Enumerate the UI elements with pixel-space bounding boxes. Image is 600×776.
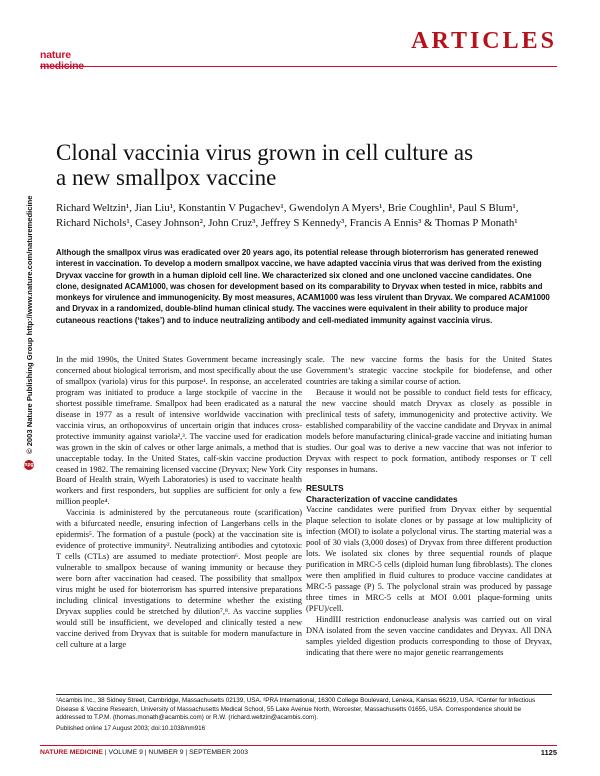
body-paragraph: Because it would not be possible to conduct field tests for efficacy, the new vaccine should match Dryvax as closely as possible in preclinical tests of safety, immunogenicity and protective activity. We established comparability of the vaccine candidate and Dryvax in animal models before manufacturing clinical-grade vaccine and initiating human studies. Our goal was to derive a new vaccine that was not inferior to Dryvax with respect to pock formation, antibody responses or T cell responses in humans. bbox=[306, 387, 552, 474]
results-subheading: Characterization of vaccine candidates bbox=[306, 495, 458, 505]
body-column-right bbox=[306, 355, 552, 659]
publication-info: Published online 17 August 2003; doi:10.1038/nm916 bbox=[56, 725, 206, 732]
journal-citation bbox=[40, 749, 248, 756]
logo-line-medicine: medicine bbox=[40, 60, 84, 72]
logo-line-nature: nature bbox=[40, 49, 71, 61]
header-rule bbox=[40, 66, 557, 67]
body-paragraph: scale. The new vaccine forms the basis for the United States Government’s strategic vaccine stockpile for biodefense, and other countries are taking a similar course of action. bbox=[306, 355, 552, 386]
npg-logo-icon: npg bbox=[24, 462, 34, 468]
results-heading: RESULTS bbox=[306, 484, 344, 494]
section-title: ARTICLES bbox=[411, 28, 557, 54]
footer-separator: | bbox=[144, 749, 147, 756]
body-paragraph: In the mid 1990s, the United States Government became increasingly concerned about biological terrorism, and most specifically about the use of smallpox (variola) virus for this purpose¹. In response, an accelerated program was initiated to produce a large stockpile of vaccine in the shortest possible timeframe. Smallpox had been eradicated as a natural disease in 1977 as a result of intensive worldwide vaccination with vaccinia virus, an orthopoxvirus of uncertain origin that induces cross-protective immunity against variola²,³. The vaccine used for eradication was grown in the skin of calves or other large animals, a method that is unacceptable today. In the United States, calf-skin vaccine production ceased in 1982. The remaining licensed vaccine (Dryvax; New York City Board of Health strain, Wyeth Laboratories) is used to vaccinate health workers and first responders, but supplies are sufficient for only a few million people⁴. bbox=[56, 355, 302, 507]
footer-rule bbox=[40, 745, 557, 746]
journal-volume: VOLUME 9 bbox=[108, 749, 143, 756]
page-number: 1125 bbox=[540, 748, 557, 757]
body-column-left bbox=[56, 355, 302, 651]
abstract: Although the smallpox virus was eradicated over 20 years ago, its potential release through bioterrorism has generated renewed interest in vaccination. To develop a modern smallpox vaccine, we have adapted vaccinia virus that was derived from the existing Dryvax vaccine for growth in a human diploid cell line. We characterized six cloned and one uncloned vaccine candidates. One clone, designated ACAM1000, was chosen for development based on its comparability to Dryvax when tested in mice, rabbits and monkeys for virulence and immunogenicity. By most measures, ACAM1000 was less virulent than Dryvax. We compared ACAM1000 and Dryvax in a randomized, double-blind human clinical study. The vaccines were equivalent in their ability to produce major cutaneous reactions (‘takes’) and to induce neutralizing antibody and cell-mediated immunity against vaccinia virus. bbox=[56, 248, 550, 325]
sidebar-copyright bbox=[24, 196, 34, 470]
body-paragraph: Vaccinia is administered by the percutaneous route (scarification) with a bifurcated needle, ensuring infection of Langerhans cells in the epidermis⁵. The formation of a pustule (pock) at the vaccination site is evidence of protective immunity². Neutralizing antibodies and cytotoxic T cells (CTLs) are assumed to mediate protection⁶. Most people are vulnerable to smallpox because of waning immunity or because they were born after vaccination had ceased. The possibility that smallpox virus might be used for bioterrorism has spurred intensive preparations including clinical investigations to determine whether the existing Dryvax supplies could be stretched by dilution⁷,⁸. As vaccine supplies would still be insufficient, we developed and clinically tested a new vaccine derived from Dryvax that is suitable for modern manufacture in cell culture at a large bbox=[56, 508, 302, 649]
journal-date: SEPTEMBER 2003 bbox=[189, 749, 249, 756]
footer-separator: | bbox=[104, 749, 107, 756]
footnote-rule bbox=[56, 694, 552, 695]
author-list: Richard Weltzin¹, Jian Liu¹, Konstantin V Pugachev¹, Gwendolyn A Myers¹, Brie Coughlin¹, Paul S Blum¹, Richard Nichols¹, Casey Johnson², John Cruz³, Jeffrey S Kennedy³, Francis A Ennis³ & Thomas P Monath¹ bbox=[56, 202, 519, 229]
affiliations: ¹Acambis Inc., 38 Sidney Street, Cambridge, Massachusetts 02139, USA. ²PRA International, 16300 College Boulevard, Lenexa, Kansas 66219, USA. ³Center for Infectious Disease & Vaccine Research, University of Massachusetts Medical School, 55 Lake Avenue North, Worcester, Massachusetts 01655, USA. Correspondence should be addressed to T.P.M. (thomas.monath@acambis.com) or R.W. (richard.weltzin@acambis.com). bbox=[56, 697, 536, 722]
article-title: Clonal vaccinia virus grown in cell culture as a new smallpox vaccine bbox=[56, 140, 474, 190]
body-paragraph: HindIII restriction endonuclease analysis was carried out on viral DNA isolated from the seven vaccine candidates and Dryvax. All DNA samples yielded digestion products corresponding to those of Dryvax, indicating that there were no major genetic rearrangements bbox=[306, 615, 552, 657]
body-paragraph: Vaccine candidates were purified from Dryvax either by sequential plaque selection to isolate clones or by passage at low multiplicity of infection (MOI) to isolate a polyclonal virus. The starting material was a pool of 30 vials (3,000 doses) of Dryvax from three different production lots. We isolated six clones by three sequential rounds of plaque purification in MRC-5 cells (diploid human lung fibroblasts). The clones were then amplified in fluid cultures to produce vaccine candidates at MRC-5 passage (P) 5. The polyclonal strain was produced by passage three times in MRC-5 cells at MOI 0.001 plaque-forming units (PFU)/cell. bbox=[306, 505, 552, 614]
sidebar-copyright-text[interactable]: © 2003 Nature Publishing Group http://www.nature.com/naturemedicine bbox=[24, 195, 34, 454]
journal-name: NATURE MEDICINE bbox=[40, 749, 103, 756]
journal-number: NUMBER 9 bbox=[148, 749, 184, 756]
footer-separator: | bbox=[185, 749, 188, 756]
journal-logo[interactable] bbox=[40, 50, 100, 72]
